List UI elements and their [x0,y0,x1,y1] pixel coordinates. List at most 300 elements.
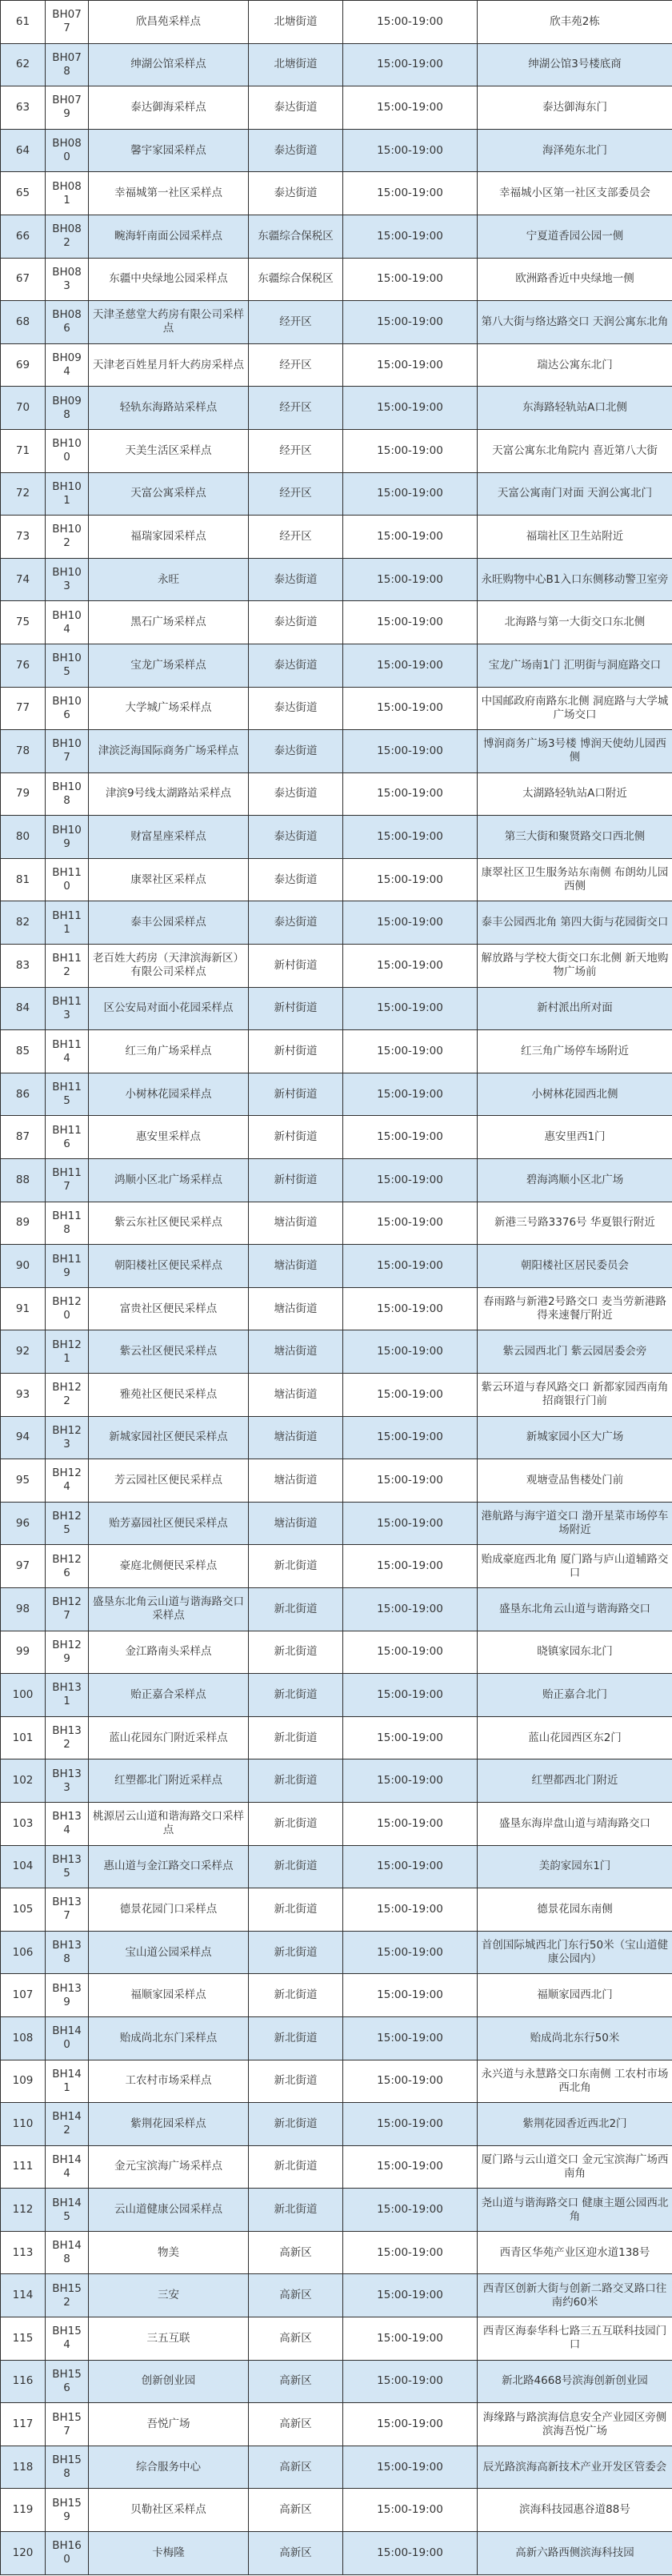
cell-street: 新北街道 [249,2145,343,2189]
cell-index: 84 [1,987,46,1030]
cell-address: 瑞达公寓东北门 [478,343,672,387]
cell-address: 高新六路西侧滨海科技园 [478,2532,672,2575]
cell-street: 塘沽街道 [249,1459,343,1503]
cell-site-code: BH140 [46,2016,89,2060]
table-row [1,2403,672,2446]
cell-site-name: 贻正嘉合采样点 [89,1674,249,1717]
cell-time: 15:00-19:00 [343,1931,478,1974]
cell-index: 74 [1,558,46,601]
cell-street: 新村街道 [249,1159,343,1202]
cell-street: 新北街道 [249,1631,343,1674]
cell-time: 15:00-19:00 [343,1845,478,1888]
cell-address: 紫荆花园香近西北2门 [478,2103,672,2146]
cell-site-name: 宝山道公园采样点 [89,1931,249,1974]
cell-site-name: 芳云园社区便民采样点 [89,1459,249,1503]
cell-address: 紫云园西北门 紫云园居委会旁 [478,1330,672,1374]
cell-street: 新村街道 [249,945,343,988]
cell-index: 76 [1,644,46,687]
table-row [1,343,672,387]
cell-site-code: BH103 [46,558,89,601]
cell-site-name: 富贵社区便民采样点 [89,1287,249,1330]
cell-time: 15:00-19:00 [343,2145,478,2189]
cell-time: 15:00-19:00 [343,901,478,945]
cell-site-name: 天富公寓采样点 [89,472,249,516]
cell-street: 新北街道 [249,2103,343,2146]
cell-time: 15:00-19:00 [343,86,478,130]
table-row [1,601,672,644]
cell-site-code: BH139 [46,1974,89,2017]
cell-street: 泰达街道 [249,816,343,859]
cell-street: 泰达街道 [249,129,343,172]
cell-site-name: 朝阳楼社区便民采样点 [89,1245,249,1288]
cell-address: 新北路4668号滨海创新创业园 [478,2360,672,2403]
cell-site-code: BH119 [46,1245,89,1288]
cell-site-name: 大学城广场采样点 [89,687,249,730]
table-row [1,1759,672,1803]
cell-site-name: 馨宇家园采样点 [89,129,249,172]
cell-site-code: BH082 [46,215,89,258]
cell-street: 新北街道 [249,2189,343,2232]
cell-site-code: BH102 [46,516,89,559]
cell-site-name: 津滨泛海国际商务广场采样点 [89,730,249,773]
cell-site-code: BH129 [46,1631,89,1674]
cell-site-name: 福瑞家园采样点 [89,516,249,559]
cell-site-code: BH109 [46,816,89,859]
cell-time: 15:00-19:00 [343,858,478,901]
cell-address: 泰丰公园西北角 第四大街与花园街交口 [478,901,672,945]
cell-site-code: BH122 [46,1374,89,1417]
table-row [1,1931,672,1974]
cell-time: 15:00-19:00 [343,2532,478,2575]
table-row [1,1845,672,1888]
table-row [1,1073,672,1116]
cell-site-name: 财富星座采样点 [89,816,249,859]
cell-site-code: BH160 [46,2532,89,2575]
cell-index: 110 [1,2103,46,2146]
cell-street: 塘沽街道 [249,1330,343,1374]
cell-street: 新北街道 [249,1545,343,1588]
cell-site-name: 永旺 [89,558,249,601]
cell-time: 15:00-19:00 [343,772,478,816]
cell-time: 15:00-19:00 [343,43,478,86]
cell-street: 泰达街道 [249,644,343,687]
table-row [1,2532,672,2575]
cell-site-code: BH141 [46,2060,89,2103]
cell-address: 辰光路滨海高新技术产业开发区管委会 [478,2446,672,2489]
cell-site-name: 红三角广场采样点 [89,1030,249,1073]
cell-address: 绅湖公馆3号楼底商 [478,43,672,86]
table-row [1,429,672,472]
cell-time: 15:00-19:00 [343,172,478,215]
table-row [1,258,672,301]
cell-index: 80 [1,816,46,859]
cell-site-code: BH126 [46,1545,89,1588]
cell-address: 红塑都西北门附近 [478,1759,672,1803]
cell-site-name: 惠安里采样点 [89,1116,249,1159]
cell-address: 盛垦东北角云山道与谐海路交口 [478,1587,672,1631]
cell-index: 79 [1,772,46,816]
cell-address: 福顺家园西北门 [478,1974,672,2017]
cell-index: 105 [1,1888,46,1932]
cell-site-code: BH154 [46,2317,89,2361]
table-row [1,1716,672,1759]
cell-address: 康翠社区卫生服务站东南侧 布朗幼儿园西侧 [478,858,672,901]
cell-address: 红三角广场停车场附近 [478,1030,672,1073]
cell-street: 泰达街道 [249,858,343,901]
cell-index: 116 [1,2360,46,2403]
cell-index: 62 [1,43,46,86]
table-row [1,772,672,816]
cell-address: 盛垦东海岸盘山道与靖海路交口 [478,1802,672,1845]
cell-time: 15:00-19:00 [343,429,478,472]
cell-address: 新城家园小区大广场 [478,1416,672,1459]
cell-time: 15:00-19:00 [343,1202,478,1245]
cell-site-name: 欣昌苑采样点 [89,1,249,44]
table-row [1,472,672,516]
cell-address: 新港三号路3376号 华夏银行附近 [478,1202,672,1245]
cell-time: 15:00-19:00 [343,343,478,387]
cell-street: 塘沽街道 [249,1502,343,1545]
cell-site-code: BH123 [46,1416,89,1459]
cell-time: 15:00-19:00 [343,945,478,988]
cell-site-name: 紫云社区便民采样点 [89,1330,249,1374]
cell-site-code: BH079 [46,86,89,130]
cell-index: 104 [1,1845,46,1888]
cell-index: 82 [1,901,46,945]
cell-site-code: BH117 [46,1159,89,1202]
cell-address: 天富公寓东北角院内 喜近第八大街 [478,429,672,472]
cell-index: 65 [1,172,46,215]
table-row [1,2145,672,2189]
cell-address: 博润商务广场3号楼 博润天使幼儿园西侧 [478,730,672,773]
table-row [1,901,672,945]
cell-site-code: BH138 [46,1931,89,1974]
cell-street: 经开区 [249,343,343,387]
cell-time: 15:00-19:00 [343,1116,478,1159]
cell-street: 高新区 [249,2274,343,2317]
cell-site-code: BH145 [46,2189,89,2232]
cell-street: 东疆综合保税区 [249,258,343,301]
cell-index: 118 [1,2446,46,2489]
cell-site-name: 紫云东社区便民采样点 [89,1202,249,1245]
cell-site-name: 东疆中央绿地公园采样点 [89,258,249,301]
cell-site-code: BH152 [46,2274,89,2317]
cell-site-code: BH077 [46,1,89,44]
table-row [1,1330,672,1374]
cell-index: 115 [1,2317,46,2361]
cell-address: 贻成尚北东行50米 [478,2016,672,2060]
cell-index: 111 [1,2145,46,2189]
cell-site-name: 云山道健康公园采样点 [89,2189,249,2232]
table-row [1,687,672,730]
cell-street: 新北街道 [249,1931,343,1974]
cell-address: 永兴道与永慧路交口东南侧 工农村市场西北角 [478,2060,672,2103]
cell-street: 泰达街道 [249,772,343,816]
cell-site-name: 幸福城第一社区采样点 [89,172,249,215]
cell-street: 泰达街道 [249,601,343,644]
table-row [1,2103,672,2146]
cell-address: 西青区创新大街与创新二路交叉路口往南约60米 [478,2274,672,2317]
cell-index: 85 [1,1030,46,1073]
cell-site-name: 新城家园社区便民采样点 [89,1416,249,1459]
cell-site-code: BH131 [46,1674,89,1717]
cell-time: 15:00-19:00 [343,1631,478,1674]
table-row [1,2060,672,2103]
cell-address: 西青区海泰华科七路三五互联科技园门口 [478,2317,672,2361]
cell-street: 新北街道 [249,1845,343,1888]
cell-site-code: BH157 [46,2403,89,2446]
cell-street: 新北街道 [249,2060,343,2103]
cell-site-name: 老百姓大药房（天津滨海新区）有限公司采样点 [89,945,249,988]
cell-site-name: 吾悦广场 [89,2403,249,2446]
table-row [1,1888,672,1932]
cell-site-name: 绅湖公馆采样点 [89,43,249,86]
cell-street: 新北街道 [249,1716,343,1759]
table-row [1,1545,672,1588]
cell-index: 102 [1,1759,46,1803]
cell-street: 经开区 [249,472,343,516]
cell-time: 15:00-19:00 [343,2274,478,2317]
cell-time: 15:00-19:00 [343,258,478,301]
cell-address: 西青区华苑产业区迎水道138号 [478,2231,672,2274]
cell-site-name: 德景花园门口采样点 [89,1888,249,1932]
cell-index: 86 [1,1073,46,1116]
cell-address: 厦门路与云山道交口 金元宝滨海广场西南角 [478,2145,672,2189]
cell-index: 113 [1,2231,46,2274]
cell-time: 15:00-19:00 [343,301,478,344]
table-row [1,1,672,44]
table-row [1,1287,672,1330]
table-row [1,1459,672,1503]
cell-index: 63 [1,86,46,130]
cell-time: 15:00-19:00 [343,1287,478,1330]
cell-site-code: BH086 [46,301,89,344]
cell-site-name: 紫荆花园采样点 [89,2103,249,2146]
table-row [1,1159,672,1202]
table-row [1,43,672,86]
table-row [1,2360,672,2403]
cell-index: 94 [1,1416,46,1459]
cell-site-name: 天津圣慈堂大药房有限公司采样点 [89,301,249,344]
cell-index: 88 [1,1159,46,1202]
cell-time: 15:00-19:00 [343,516,478,559]
cell-index: 92 [1,1330,46,1374]
cell-site-code: BH142 [46,2103,89,2146]
cell-street: 高新区 [249,2317,343,2361]
cell-time: 15:00-19:00 [343,1030,478,1073]
cell-site-code: BH124 [46,1459,89,1503]
cell-time: 15:00-19:00 [343,1674,478,1717]
cell-street: 新村街道 [249,1116,343,1159]
cell-index: 96 [1,1502,46,1545]
cell-address: 滨海科技园惠谷道88号 [478,2489,672,2532]
cell-address: 海泽苑东北门 [478,129,672,172]
cell-street: 新村街道 [249,987,343,1030]
cell-index: 68 [1,301,46,344]
cell-address: 首创国际城西北门东行50米（宝山道健康公园内） [478,1931,672,1974]
table-row [1,1631,672,1674]
cell-time: 15:00-19:00 [343,2060,478,2103]
cell-index: 69 [1,343,46,387]
table-row [1,1202,672,1245]
cell-time: 15:00-19:00 [343,1716,478,1759]
cell-street: 新北街道 [249,1759,343,1803]
cell-street: 高新区 [249,2489,343,2532]
cell-index: 106 [1,1931,46,1974]
cell-index: 73 [1,516,46,559]
cell-site-name: 金江路南头采样点 [89,1631,249,1674]
cell-site-name: 物美 [89,2231,249,2274]
cell-site-name: 津滨9号线太湖路站采样点 [89,772,249,816]
cell-site-code: BH101 [46,472,89,516]
cell-time: 15:00-19:00 [343,215,478,258]
cell-site-code: BH106 [46,687,89,730]
table-row [1,387,672,430]
cell-site-code: BH114 [46,1030,89,1073]
cell-site-name: 雅苑社区便民采样点 [89,1374,249,1417]
cell-time: 15:00-19:00 [343,730,478,773]
cell-time: 15:00-19:00 [343,1545,478,1588]
cell-site-code: BH111 [46,901,89,945]
cell-site-code: BH107 [46,730,89,773]
cell-time: 15:00-19:00 [343,1330,478,1374]
cell-time: 15:00-19:00 [343,2489,478,2532]
table-row [1,558,672,601]
table-row [1,2489,672,2532]
cell-site-code: BH132 [46,1716,89,1759]
cell-street: 泰达街道 [249,687,343,730]
cell-time: 15:00-19:00 [343,2189,478,2232]
cell-index: 112 [1,2189,46,2232]
table-row [1,2231,672,2274]
cell-site-name: 桃源居云山道和谐海路交口采样点 [89,1802,249,1845]
cell-site-name: 创新创业园 [89,2360,249,2403]
cell-address: 天富公寓南门对面 天润公寓北门 [478,472,672,516]
cell-street: 经开区 [249,429,343,472]
cell-index: 61 [1,1,46,44]
cell-site-code: BH118 [46,1202,89,1245]
cell-site-name: 鸿顺小区北广场采样点 [89,1159,249,1202]
cell-address: 朝阳楼社区居民委员会 [478,1245,672,1288]
cell-time: 15:00-19:00 [343,644,478,687]
cell-address: 泰达御海东门 [478,86,672,130]
table-row [1,2189,672,2232]
table-row [1,129,672,172]
cell-index: 77 [1,687,46,730]
table-body [1,1,672,2575]
cell-index: 72 [1,472,46,516]
table-row [1,2274,672,2317]
cell-time: 15:00-19:00 [343,472,478,516]
cell-site-name: 宝龙广场采样点 [89,644,249,687]
cell-address: 中国邮政府南路东北侧 洞庭路与大学城广场交口 [478,687,672,730]
cell-address: 小树林花园西北侧 [478,1073,672,1116]
cell-site-code: BH094 [46,343,89,387]
cell-street: 塘沽街道 [249,1416,343,1459]
cell-site-code: BH125 [46,1502,89,1545]
cell-index: 93 [1,1374,46,1417]
cell-street: 新北街道 [249,1674,343,1717]
cell-address: 第八大街与络达路交口 天润公寓东北角 [478,301,672,344]
table-row [1,730,672,773]
cell-site-name: 泰丰公园采样点 [89,901,249,945]
cell-site-code: BH133 [46,1759,89,1803]
cell-address: 解放路与学校大街交口东北侧 新天地购物广场前 [478,945,672,988]
cell-time: 15:00-19:00 [343,1587,478,1631]
table-row [1,301,672,344]
cell-address: 东海路轻轨站A口北侧 [478,387,672,430]
cell-time: 15:00-19:00 [343,1245,478,1288]
cell-site-name: 惠山道与金江路交口采样点 [89,1845,249,1888]
cell-street: 北塘街道 [249,43,343,86]
cell-time: 15:00-19:00 [343,1159,478,1202]
cell-site-name: 畹海轩南面公园采样点 [89,215,249,258]
cell-street: 高新区 [249,2446,343,2489]
cell-index: 119 [1,2489,46,2532]
cell-street: 经开区 [249,301,343,344]
cell-address: 海缘路与路滨海信息安全产业园区旁侧滨海吾悦广场 [478,2403,672,2446]
cell-site-name: 金元宝滨海广场采样点 [89,2145,249,2189]
cell-index: 66 [1,215,46,258]
cell-address: 贻正嘉合北门 [478,1674,672,1717]
cell-street: 塘沽街道 [249,1202,343,1245]
cell-site-name: 贝勒社区采样点 [89,2489,249,2532]
table-row [1,1030,672,1073]
cell-index: 101 [1,1716,46,1759]
cell-site-code: BH105 [46,644,89,687]
cell-site-name: 三安 [89,2274,249,2317]
cell-index: 103 [1,1802,46,1845]
table-row [1,2317,672,2361]
cell-site-code: BH104 [46,601,89,644]
table-row [1,215,672,258]
cell-time: 15:00-19:00 [343,387,478,430]
cell-address: 福瑞社区卫生站附近 [478,516,672,559]
cell-time: 15:00-19:00 [343,1073,478,1116]
cell-address: 碧海鸿顺小区北广场 [478,1159,672,1202]
cell-site-name: 区公安局对面小花园采样点 [89,987,249,1030]
cell-site-code: BH121 [46,1330,89,1374]
cell-time: 15:00-19:00 [343,1974,478,2017]
cell-site-name: 康翠社区采样点 [89,858,249,901]
cell-site-code: BH137 [46,1888,89,1932]
cell-address: 欣丰苑2栋 [478,1,672,44]
cell-index: 78 [1,730,46,773]
cell-address: 观塘壹品售楼处门前 [478,1459,672,1503]
cell-time: 15:00-19:00 [343,1,478,44]
cell-time: 15:00-19:00 [343,816,478,859]
cell-street: 泰达街道 [249,86,343,130]
cell-time: 15:00-19:00 [343,129,478,172]
cell-time: 15:00-19:00 [343,1459,478,1503]
cell-street: 新村街道 [249,1030,343,1073]
cell-street: 高新区 [249,2532,343,2575]
cell-index: 109 [1,2060,46,2103]
cell-site-code: BH083 [46,258,89,301]
cell-address: 永旺购物中心B1入口东侧移动警卫室旁 [478,558,672,601]
cell-site-name: 红塑都北门附近采样点 [89,1759,249,1803]
cell-index: 114 [1,2274,46,2317]
table-row [1,86,672,130]
cell-site-name: 综合服务中心 [89,2446,249,2489]
cell-street: 新村街道 [249,1073,343,1116]
cell-site-code: BH135 [46,1845,89,1888]
cell-index: 83 [1,945,46,988]
cell-site-code: BH159 [46,2489,89,2532]
table-row [1,516,672,559]
table-row [1,945,672,988]
table-row [1,2016,672,2060]
